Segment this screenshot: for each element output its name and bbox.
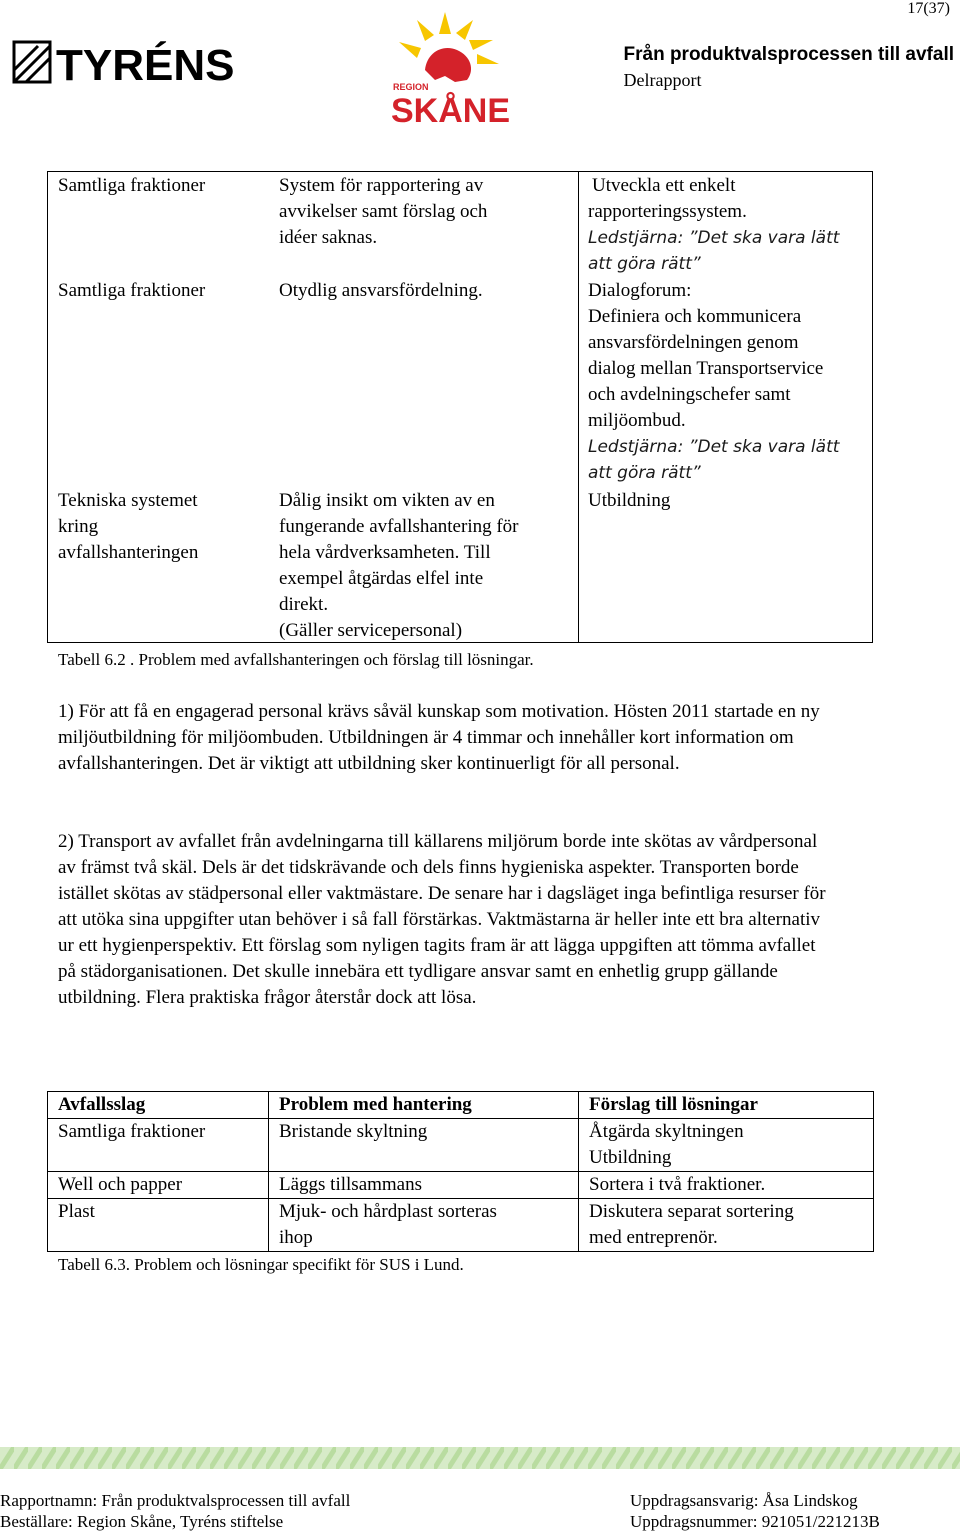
t2-r2-c3: Sortera i två fraktioner. [579, 1172, 874, 1199]
footer-responsible: Uppdragsansvarig: Åsa Lindskog [630, 1491, 858, 1510]
region-label: REGION [393, 82, 429, 92]
t2-r1-c1: Samtliga fraktioner [48, 1119, 269, 1172]
t1-r1-c3: Utveckla ett enkelt rapporteringssystem. Ledstjärna: ”Det ska vara lätt att göra rätt” [588, 175, 840, 274]
table-6-2-caption: Tabell 6.2 . Problem med avfallshanteringen och förslag till lösningar. [58, 650, 534, 669]
document-header [624, 44, 955, 91]
footer-band [0, 1447, 960, 1469]
footer-assignment-no: Uppdragsnummer: 921051/221213B [630, 1512, 880, 1531]
skane-label: SKÅNE [391, 92, 510, 128]
t1-r3-c3: Utbildning [588, 490, 671, 511]
table-header-row [48, 1092, 874, 1119]
t2-r2-c1: Well och papper [48, 1172, 269, 1199]
footer-left [0, 1490, 350, 1532]
t2-r3-c3: Diskutera separat sortering med entreprenör. [579, 1199, 874, 1252]
footer-right [630, 1490, 880, 1532]
page-number: 17(37) [907, 0, 950, 17]
t1-r2-c3: Dialogforum: Definiera och kommunicera ansvarsfördelningen genom dialog mellan Transportservice och avdelningschefer samt miljöombud. Ledstjärna: ”Det ska vara lätt att göra rätt” [588, 280, 840, 483]
t1-r3-c2: Dålig insikt om vikten av en fungerande avfallshantering för hela vårdverksamheten. Till exempel åtgärdas elfel inte direkt. (Gäller servicepersonal) [279, 490, 519, 641]
t2-r1-c2: Bristande skyltning [269, 1119, 579, 1172]
t1-r2-c1: Samtliga fraktioner [58, 280, 206, 301]
tyrens-logo-text: TYRÉNS [56, 41, 235, 88]
document-subtitle: Delrapport [623, 70, 702, 90]
paragraph-1: 1) För att få en engagerad personal krävs såväl kunskap som motivation. Hösten 2011 startade en ny miljöutbildning för miljöombuden. Utbildningen är 4 timmar och innehåller kort information om avfallshanteringen. Det är viktigt att utbildning sker kontinuerligt för all personal. [58, 701, 820, 774]
region-skane-logo [385, 8, 510, 128]
header-problem: Problem med hantering [269, 1092, 579, 1119]
tyrens-logo [12, 36, 252, 88]
paragraph-2: 2) Transport av avfallet från avdelningarna till källarens miljörum borde inte skötas av vårdpersonal av främst två skäl. Dels är det tidskrävande och dels finns hygieniska aspekter. Transporten borde istället skötas av städpersonal eller vaktmästare. De senare har i dagsläget inga befintliga resurser för att utöka sina uppgifter utan behöver i så fall förstärkas. Vaktmästarna är heller inte ett bra alternativ ur ett hygienperspektiv. Ett förslag som nyligen tagits fram är att lägga uppgiften att tömma avfallet på städorganisationen. Det skulle innebära ett tydligare ansvar samt en enhetlig grupp gällande utbildning. Flera praktiska frågor återstår dock att lösa. [58, 831, 826, 1008]
t1-r3-c1: Tekniska systemet kring avfallshanteringen [58, 490, 199, 563]
table-row [48, 1119, 874, 1172]
t2-r2-c2: Läggs tillsammans [269, 1172, 579, 1199]
table-6-3 [47, 1091, 874, 1252]
t2-r1-c3: Åtgärda skyltningen Utbildning [579, 1119, 874, 1172]
t1-r2-c2: Otydlig ansvarsfördelning. [279, 280, 483, 301]
footer-client: Beställare: Region Skåne, Tyréns stiftelse [0, 1512, 284, 1531]
footer-report-name: Rapportnamn: Från produktvalsprocessen till avfall [0, 1491, 351, 1510]
table-row [48, 1199, 874, 1252]
t1-r1-c1: Samtliga fraktioner [58, 175, 206, 196]
header-avfallsslag: Avfallsslag [48, 1092, 269, 1119]
t1-r1-c2: System för rapportering av avvikelser samt förslag och idéer saknas. [279, 175, 488, 248]
table-row [48, 1172, 874, 1199]
header-forslag: Förslag till lösningar [579, 1092, 874, 1119]
table-6-3-caption: Tabell 6.3. Problem och lösningar specifikt för SUS i Lund. [58, 1255, 464, 1274]
t2-r3-c1: Plast [48, 1199, 269, 1252]
document-title: Från produktvalsprocessen till avfall [623, 44, 954, 65]
t2-r3-c2: Mjuk- och hårdplast sorteras ihop [269, 1199, 579, 1252]
